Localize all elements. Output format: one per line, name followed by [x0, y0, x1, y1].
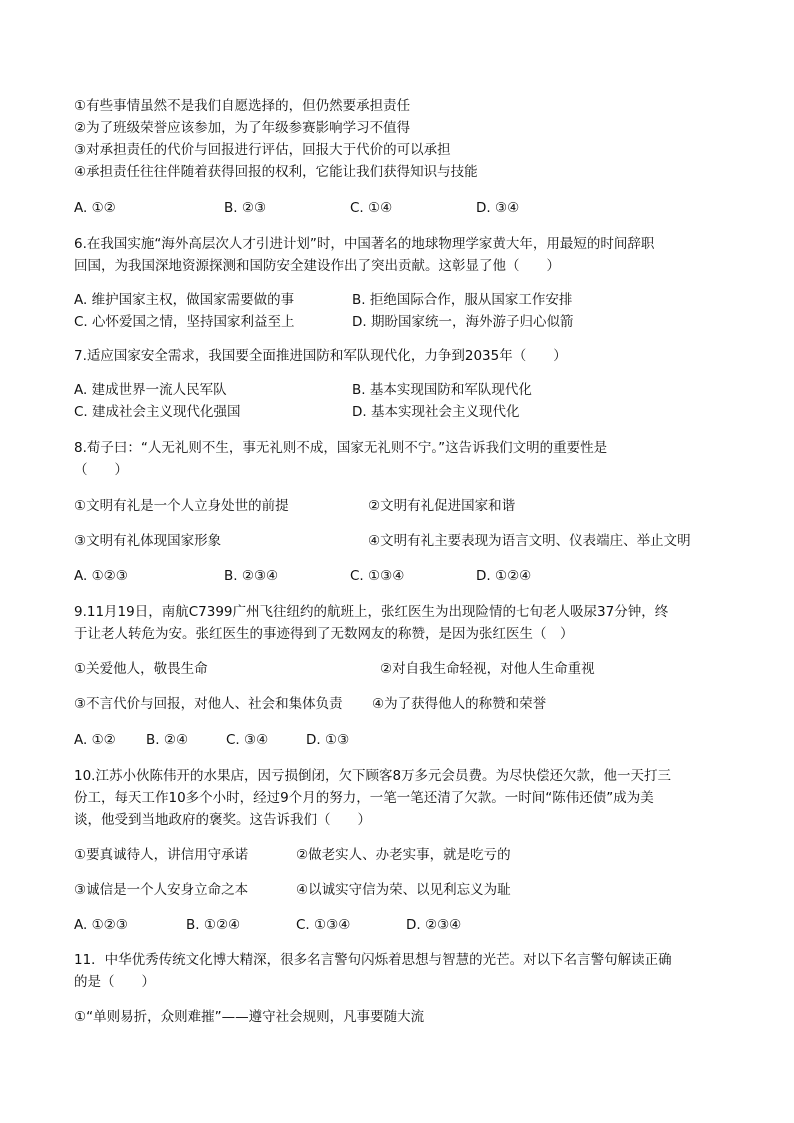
q11-stem-2: 的是（ ） [74, 974, 155, 990]
q7-option-b: B. 基本实现国防和军队现代化 [352, 382, 532, 398]
q10-item-3: ③诚信是一个人安身立命之本 [74, 882, 249, 898]
q8-option-d: D. ①②④ [476, 568, 532, 584]
q6-stem-2: 回国，为我国深地资源探测和国防安全建设作出了突出贡献。这彰显了他（ ） [74, 258, 560, 274]
q5-option-d: D. ③④ [476, 200, 520, 216]
q10-item-1: ①要真诚待人，讲信用守承诺 [74, 847, 249, 863]
q10-option-b: B. ①②④ [186, 917, 241, 933]
q9-item-4: ④为了获得他人的称赞和荣誉 [372, 696, 547, 712]
q9-item-1: ①关爱他人，敬畏生命 [74, 661, 208, 677]
q7-option-c: C. 建成社会主义现代化强国 [74, 404, 241, 420]
q6-option-c: C. 心怀爱国之情，坚持国家利益至上 [74, 314, 295, 330]
q8-item-1: ①文明有礼是一个人立身处世的前提 [74, 498, 289, 514]
q8-item-3: ③文明有礼体现国家形象 [74, 533, 222, 549]
q5-item-1: ①有些事情虽然不是我们自愿选择的，但仍然要承担责任 [74, 98, 411, 114]
q9-item-2: ②对自我生命轻视，对他人生命重视 [380, 661, 595, 677]
q10-option-d: D. ②③④ [406, 917, 462, 933]
q8-option-c: C. ①③④ [350, 568, 405, 584]
q8-stem-1: 8.荀子曰：“人无礼则不生，事无礼则不成，国家无礼则不宁。”这告诉我们文明的重要性是 [74, 440, 608, 456]
q8-option-b: B. ②③④ [224, 568, 279, 584]
q9-option-b: B. ②④ [146, 732, 189, 748]
q5-option-b: B. ②③ [224, 200, 267, 216]
q5-item-4: ④承担责任往往伴随着获得回报的权利，它能让我们获得知识与技能 [74, 164, 478, 180]
q10-stem-1: 10.江苏小伙陈伟开的水果店，因亏损倒闭，欠下顾客8万多元会员费。为尽快偿还欠款，他一天打三 [74, 768, 672, 784]
q6-option-a: A. 维护国家主权，做国家需要做的事 [74, 292, 295, 308]
q5-option-c: C. ①④ [350, 200, 393, 216]
q10-option-a: A. ①②③ [74, 917, 128, 933]
q9-stem-2: 于让老人转危为安。张红医生的事迹得到了无数网友的称赞，是因为张红医生（ ） [74, 626, 574, 642]
q8-option-a: A. ①②③ [74, 568, 128, 584]
q11-stem-1: 11．中华优秀传统文化博大精深，很多名言警句闪烁着思想与智慧的光芒。对以下名言警句解读正确 [74, 952, 672, 968]
q9-option-d: D. ①③ [306, 732, 350, 748]
q10-stem-2: 份工，每天工作10多个小时，经过9个月的努力，一笔一笔还清了欠款。一时间“陈伟还债”成为美 [74, 790, 654, 806]
q9-item-3: ③不言代价与回报，对他人、社会和集体负责 [74, 696, 343, 712]
q5-option-a: A. ①② [74, 200, 116, 216]
q9-option-c: C. ③④ [226, 732, 269, 748]
q9-stem-1: 9.11月19日，南航C7399广州飞往纽约的航班上，张红医生为出现险情的七旬老人吸尿37分钟，终 [74, 604, 669, 620]
q5-item-3: ③对承担责任的代价与回报进行评估，回报大于代价的可以承担 [74, 142, 451, 158]
q8-stem-2: （ ） [74, 462, 128, 478]
q7-stem: 7.适应国家安全需求，我国要全面推进国防和军队现代化，力争到2035年（ ） [74, 348, 567, 364]
q10-stem-3: 谈，他受到当地政府的褒奖。这告诉我们（ ） [74, 812, 371, 828]
q6-option-b: B. 拒绝国际合作，服从国家工作安排 [352, 292, 573, 308]
q8-item-4: ④文明有礼主要表现为语言文明、仪表端庄、举止文明 [368, 533, 691, 549]
q10-item-2: ②做老实人、办老实事，就是吃亏的 [296, 847, 511, 863]
q8-item-2: ②文明有礼促进国家和谐 [368, 498, 516, 514]
q6-option-d: D. 期盼国家统一，海外游子归心似箭 [352, 314, 574, 330]
q11-item-1: ①“单则易折，众则难摧”——遵守社会规则，凡事要随大流 [74, 1009, 425, 1025]
q9-option-a: A. ①② [74, 732, 116, 748]
q6-stem-1: 6.在我国实施“海外高层次人才引进计划”时，中国著名的地球物理学家黄大年，用最短的时间辞职 [74, 236, 655, 252]
q7-option-a: A. 建成世界一流人民军队 [74, 382, 227, 398]
q10-item-4: ④以诚实守信为荣、以见利忘义为耻 [296, 882, 511, 898]
q10-option-c: C. ①③④ [296, 917, 351, 933]
q7-option-d: D. 基本实现社会主义现代化 [352, 404, 520, 420]
q5-item-2: ②为了班级荣誉应该参加，为了年级参赛影响学习不值得 [74, 120, 411, 136]
